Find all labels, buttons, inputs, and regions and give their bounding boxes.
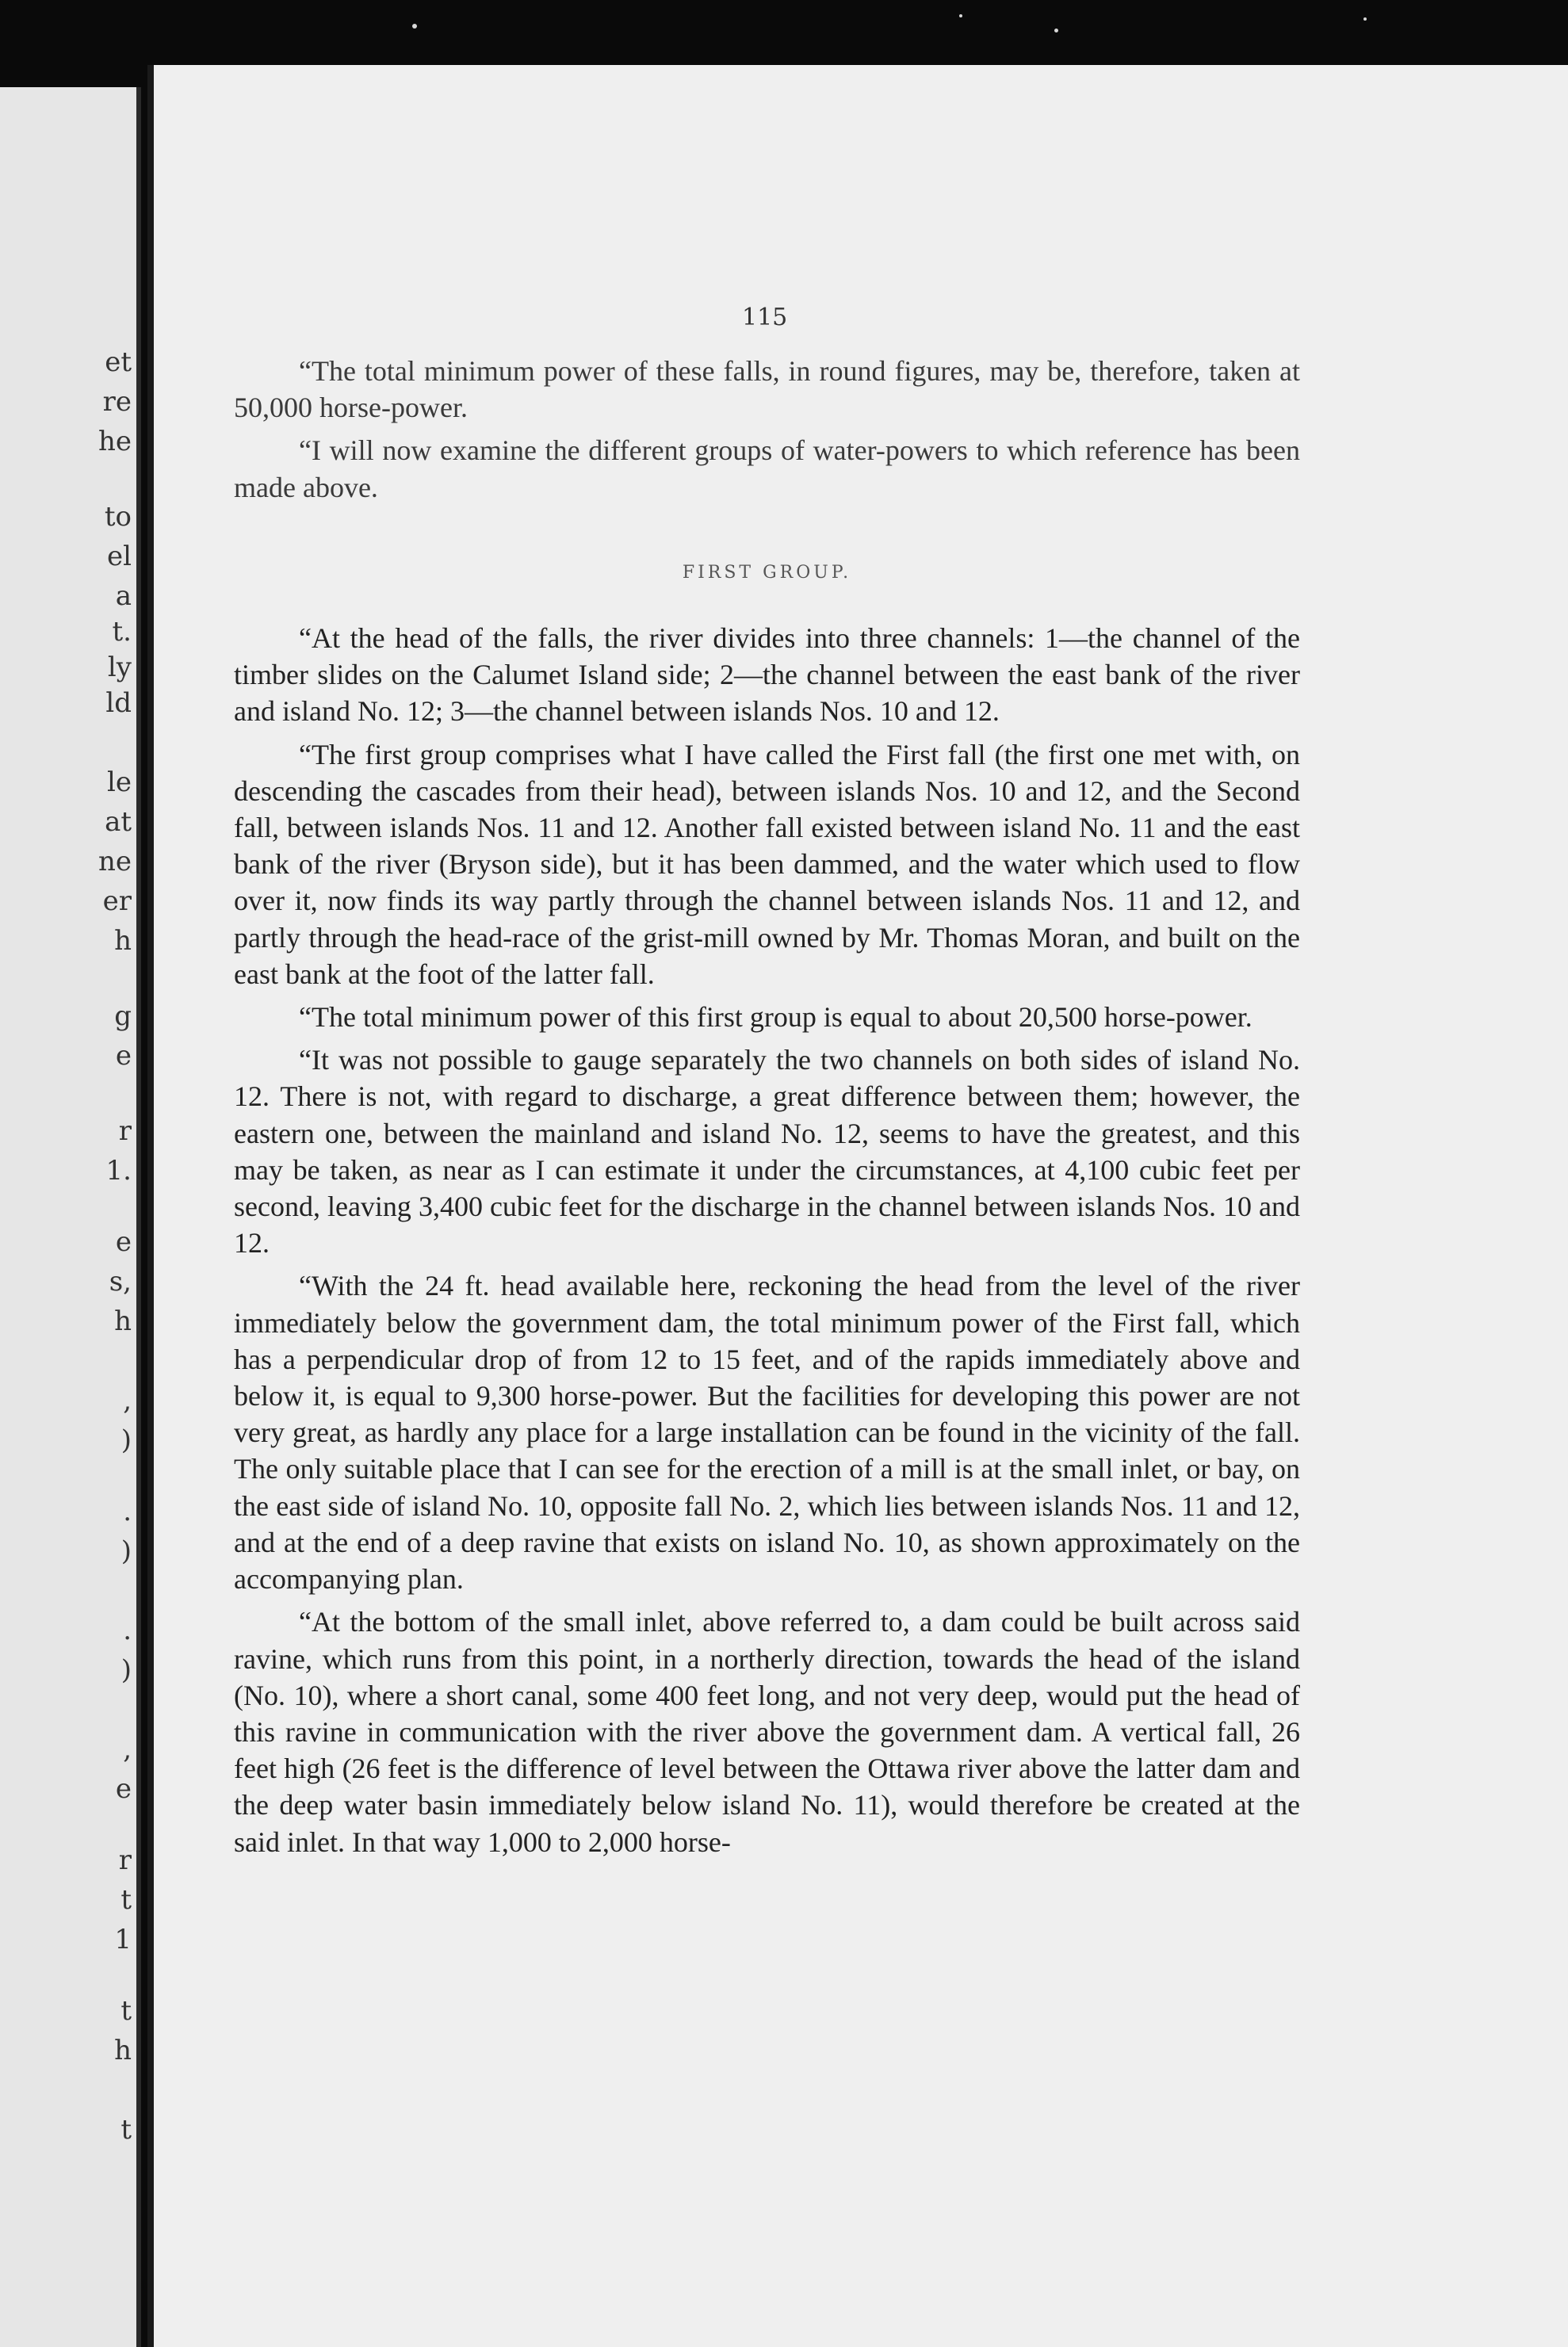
left-page-fragment: 1 bbox=[114, 1924, 132, 1955]
left-page-fragment: 1. bbox=[105, 1155, 132, 1187]
paragraph: “At the bottom of the small inlet, above referred to, a dam could be built across said ravine, which runs from this point, in a northerly direction, towards the head of the island (No. 10), where a short canal, some 400 feet long, and not very deep, would put the head of this ravine in communication with the river above the government dam. A vertical fall, 26 feet high (26 feet is the difference of level between the Ottawa river above the latter dam and the deep water basin immediately below island No. 11), would therefore be created at the said inlet. In that way 1,000 to 2,000 horse- bbox=[234, 1606, 1300, 1858]
left-page-fragment: et bbox=[105, 346, 132, 378]
left-page-fragment: at bbox=[105, 806, 132, 838]
left-page-fragment: t bbox=[120, 1884, 132, 1916]
scan-speckle bbox=[1363, 17, 1367, 21]
left-page-fragment: t. bbox=[112, 616, 132, 648]
left-page-fragment: , bbox=[123, 1733, 132, 1765]
paragraph: “The total minimum power of this first group is equal to about 20,500 horse-power. bbox=[299, 1001, 1252, 1034]
left-page-fragment: h bbox=[114, 2035, 132, 2066]
paragraph: “The total minimum power of these falls, in round figures, may be, therefore, taken at 50,000 horse-power. bbox=[234, 355, 1300, 424]
paragraph: “I will now examine the different groups of water-powers to which reference has been made above. bbox=[234, 434, 1300, 503]
paragraph: “The first group comprises what I have called the First fall (the first one met with, on descending the cascades from their head), between islands Nos. 10 and 12, and the Second fall, between islands Nos. 11 and 12. Another fall existed between island No. 11 and the east bank of the river (Bryson side), but it has been dammed, and the water which used to flow over it, now finds its way partly through the channel between islands Nos. 11 and 12, and partly through the head-race of the grist-mill owned by Mr. Thomas Moran, and built on the east bank at the foot of the latter fall. bbox=[234, 738, 1300, 990]
left-page-fragment: ) bbox=[120, 1654, 132, 1686]
left-page-fragment: ) bbox=[120, 1424, 132, 1456]
left-page-fragment: t bbox=[120, 2114, 132, 2146]
left-page-fragment: to bbox=[104, 501, 132, 533]
scan-speckle bbox=[959, 14, 962, 17]
left-page-fragment: e bbox=[115, 1773, 132, 1805]
left-page-fragment: h bbox=[114, 1305, 132, 1337]
left-page-fragment: . bbox=[123, 1496, 132, 1527]
page-number: 115 bbox=[742, 304, 788, 331]
left-page-fragment: e bbox=[115, 1040, 132, 1072]
section-heading: FIRST GROUP. bbox=[682, 562, 852, 583]
left-page-fragment: , bbox=[123, 1385, 132, 1416]
left-page-fragment: he bbox=[98, 426, 132, 457]
scan-speckle bbox=[412, 24, 417, 29]
left-page-fragment: r bbox=[118, 1844, 132, 1876]
left-page-fragment: er bbox=[102, 885, 132, 917]
left-page-fragment: s, bbox=[109, 1266, 132, 1298]
left-page-fragment: el bbox=[107, 541, 132, 572]
scan-speckle bbox=[1054, 29, 1058, 32]
left-page-fragment: t bbox=[120, 1995, 132, 2027]
previous-page-edge bbox=[0, 87, 141, 2347]
left-page-fragment: re bbox=[102, 386, 132, 418]
left-page-fragment: r bbox=[118, 1115, 132, 1147]
left-page-fragment: . bbox=[123, 1615, 132, 1646]
left-page-fragment: le bbox=[107, 766, 132, 798]
paragraph: “With the 24 ft. head available here, reckoning the head from the level of the river immediately below the government dam, the total minimum power of the First fall, which has a perpendicular drop of from 12 to 15 feet, and of the rapids immediately above and below it, is equal to 9,300 horse-power. But the facilities for developing this power are not very great, as hardly any place for a large installation can be found in the vicinity of the fall. The only suitable place that I can see for the erection of a mill is at the small inlet, or bay, on the east side of island No. 10, opposite fall No. 2, which lies between islands Nos. 11 and 12, and at the end of a deep ravine that exists on island No. 10, as shown approximately on the accompanying plan. bbox=[234, 1270, 1300, 1596]
left-page-fragment: ld bbox=[105, 687, 132, 719]
left-page-fragment: h bbox=[114, 925, 132, 957]
left-page-fragment: g bbox=[114, 1000, 132, 1032]
intro-paragraphs bbox=[234, 353, 1300, 506]
paragraph: “At the head of the falls, the river divides into three channels: 1—the channel of the timber slides on the Calumet Island side; 2—the channel between the east bank of the river and island No. 12; 3—the channel between islands Nos. 10 and 12. bbox=[234, 622, 1300, 728]
left-page-fragment: e bbox=[115, 1226, 132, 1258]
left-page-fragment: a bbox=[115, 580, 132, 612]
paragraph: “It was not possible to gauge separately the two channels on both sides of island No. 12. There is not, with regard to discharge, a great difference between them; however, the eastern one, between the mainland and island No. 12, seems to have the greatest, and this may be taken, as near as I can estimate it under the circumstances, at 4,100 cubic feet per second, leaving 3,400 cubic feet for the discharge in the channel between islands Nos. 10 and 12. bbox=[234, 1044, 1300, 1260]
left-page-fragment: ly bbox=[107, 652, 132, 683]
left-page-fragment: ne bbox=[98, 846, 132, 877]
left-page-fragment: ) bbox=[120, 1535, 132, 1567]
page-text bbox=[234, 353, 1300, 1867]
